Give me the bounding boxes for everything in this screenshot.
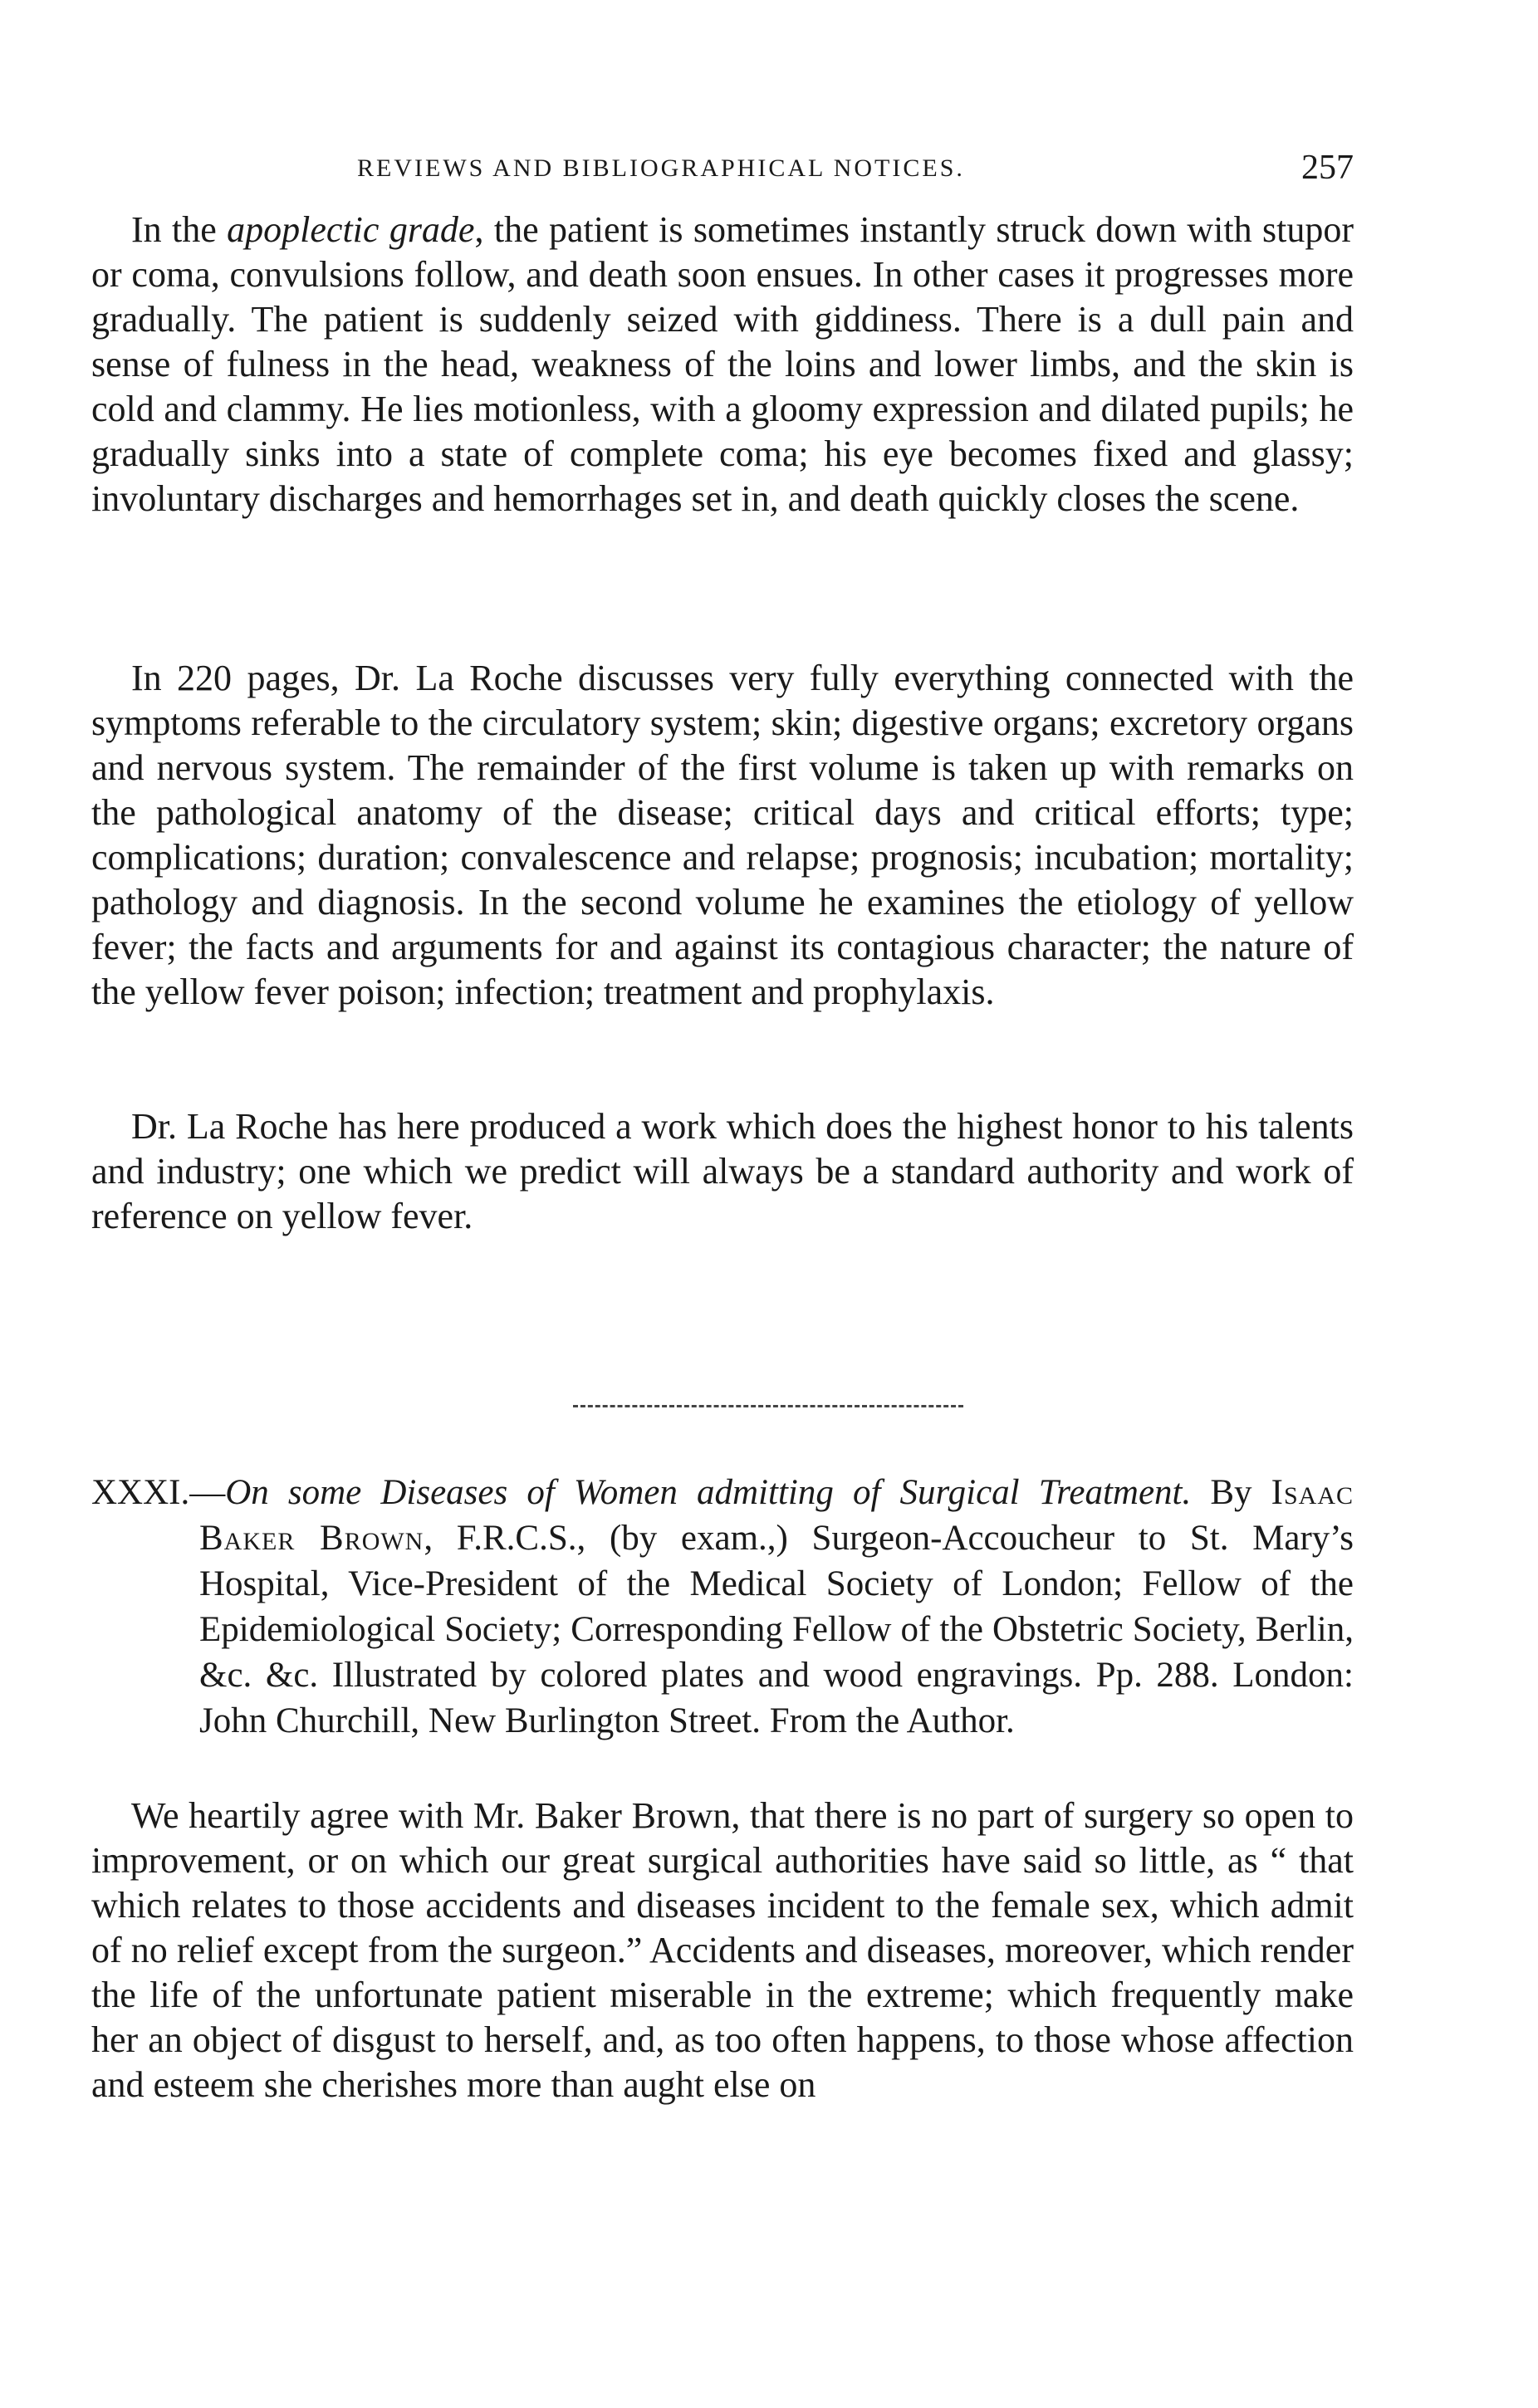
section-separator [573, 1405, 963, 1407]
paragraph-baker-brown [91, 1794, 1354, 2107]
review-entry-heading [91, 1470, 1354, 1744]
review-credentials: , F.R.C.S., (by exam.,) Surgeon-Accoucheur to St. Mary’s Hospital, Vice-President of the Medical Society of London; Fellow of the Epidemiological Society; Corresponding Fellow of the Obstetric Society, Berlin, &c. &c. Illustrated by colored plates and wood engravings. Pp. 288. London: John Churchill, New Burlington Street. From the Author. [199, 1519, 1354, 1740]
paragraph-apoplectic-grade [91, 208, 1354, 521]
paragraph-text: In 220 pages, Dr. La Roche discusses very fully everything connected with the symptoms referable to the circulatory system; skin; digestive organs; excretory organs and nervous system. The remainder of the first volume is taken up with remarks on the pathological anatomy of the disease; critical days and critical efforts; type; complications; duration; convalescence and relapse; prognosis; incubation; mortality; pathology and diagnosis. In the second volume he examines the etiology of yellow fever; the facts and arguments for and against its contagious character; the nature of the yellow fever poison; infection; treatment and prophylaxis. [91, 658, 1354, 1012]
paragraph-body: , the patient is sometimes instantly struck down with stupor or coma, convulsions follow, and death soon ensues. In other cases it progresses more gradually. The patient is suddenly seized with giddiness. There is a dull pain and sense of fulness in the head, weakness of the loins and lower limbs, and the skin is cold and clammy. He lies motionless, with a gloomy expression and dilated pupils; he gradually sinks into a state of complete coma; his eye becomes fixed and glassy; involuntary discharges and hemorrhages set in, and death quickly closes the scene. [91, 209, 1354, 519]
review-number: XXXI.— [91, 1473, 226, 1512]
page-header [91, 148, 1354, 198]
paragraph-text: We heartily agree with Mr. Baker Brown, that there is no part of surgery so open to improvement, or on which our great surgical authorities have said so little, as “ that which relates to those accidents and diseases incident to the female sex, which admit of no relief except from the surgeon.” Accidents and diseases, moreover, which render the life of the unfortunate patient miserable in the extreme; which frequently make her an object of disgust to herself, and, as too often happens, to those whose affection and esteem she cherishes more than aught else on [91, 1795, 1354, 2105]
paragraph-lead: In the [131, 209, 228, 250]
review-author: Isaac Baker Brown [199, 1473, 1354, 1558]
paragraph-text: Dr. La Roche has here produced a work which does the highest honor to his talents and industry; one which we predict will always be a standard authority and work of reference on yellow fever. [91, 1106, 1354, 1236]
paragraph-la-roche-discussion [91, 656, 1354, 1015]
review-title: On some Diseases of Women admitting of Surgical Treatment. [225, 1473, 1192, 1512]
paragraph-la-roche-honor [91, 1104, 1354, 1239]
italic-term: apoplectic grade [227, 209, 475, 250]
running-head: REVIEWS AND BIBLIOGRAPHICAL NOTICES. [357, 154, 965, 182]
review-by: By [1191, 1473, 1271, 1512]
page-number: 257 [1301, 149, 1354, 187]
